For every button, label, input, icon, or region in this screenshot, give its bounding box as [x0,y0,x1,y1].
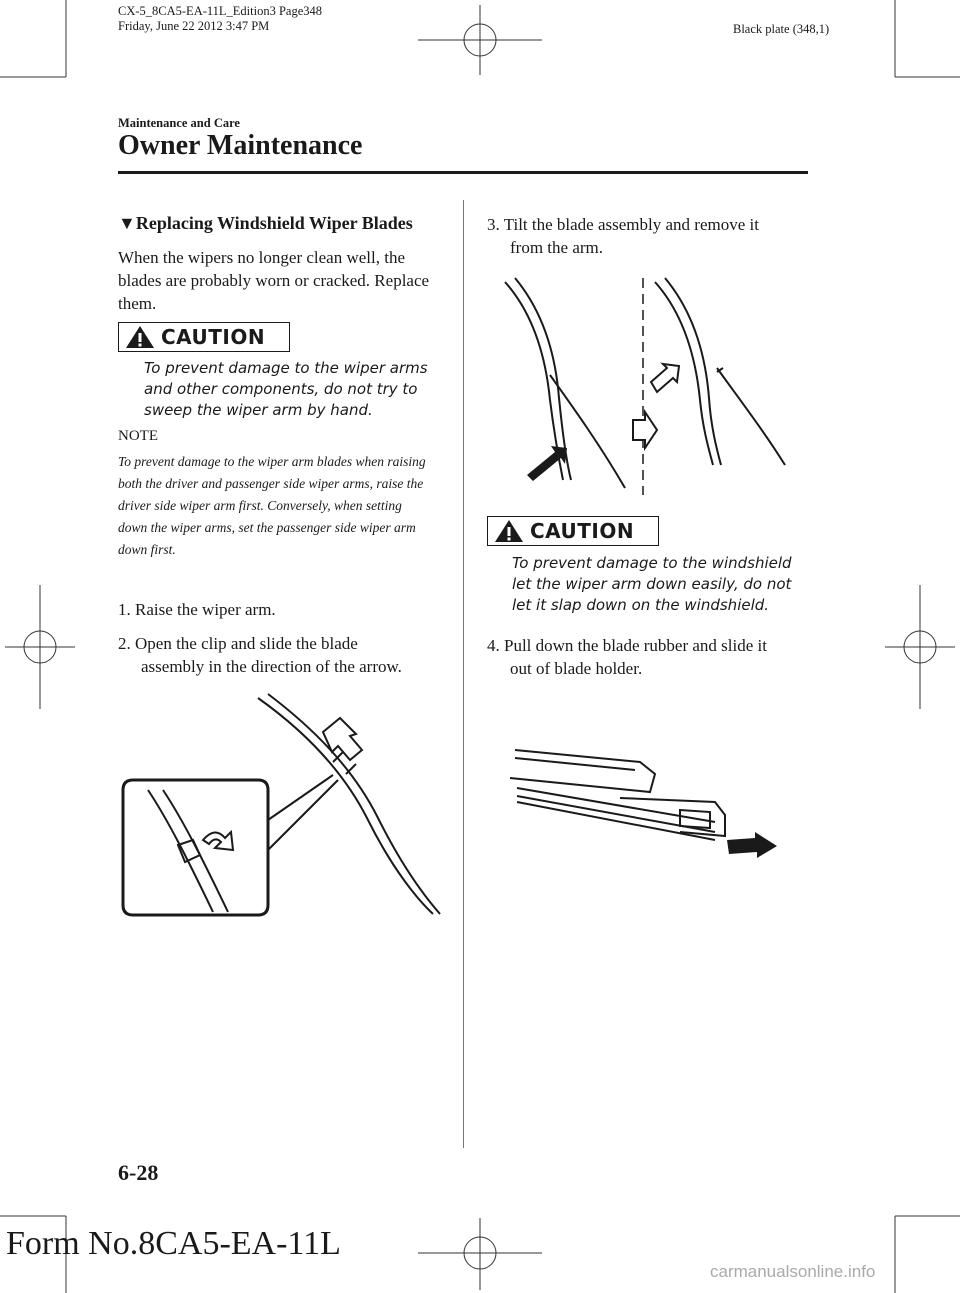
plate-label: Black plate (348,1) [733,22,830,36]
tilt-remove-illustration [495,270,805,500]
step-1: 1. Raise the wiper arm. [118,600,276,619]
step-2-line-2: assembly in the direction of the arrow. [141,657,402,676]
note-text: To prevent damage to the wiper arm blades when raising both the driver and passenger side wiper arms, raise the driver side wiper arm first. Conversely, when setting down the wiper arms, set the passenger side wiper arm down first. [118,454,426,557]
step-3-line-1: 3. Tilt the blade assembly and remove it [487,215,759,234]
print-header [118,4,322,34]
section-heading [118,213,413,234]
warning-triangle-icon [494,519,524,543]
caution-label-box-2 [487,516,659,546]
print-header-file: CX-5_8CA5-EA-11L_Edition3 Page348 [118,4,323,18]
heading-text: Replacing Windshield Wiper Blades [135,213,413,233]
heading-marker-icon: ▼ [118,213,136,233]
column-divider [463,200,464,1148]
watermark: carmanualsonline.info [710,1262,876,1281]
page-title: Owner Maintenance [118,130,363,161]
caution-label: CAUTION [161,325,266,349]
intro-paragraph: When the wipers no longer clean well, the blades are probably worn or cracked. Replace them. [118,248,430,313]
note-title: NOTE [118,428,158,444]
step-2-line-1: 2. Open the clip and slide the blade [118,634,358,653]
step-4-line-1: 4. Pull down the blade rubber and slide it [487,636,767,655]
section-category: Maintenance and Care [118,116,240,130]
step-4 [487,634,817,680]
page-number: 6-28 [118,1160,159,1185]
form-number: Form No.8CA5-EA-11L [6,1225,341,1262]
warning-triangle-icon [125,325,155,349]
step-3-line-2: from the arm. [510,238,603,257]
step-2 [118,632,448,678]
step-3 [487,213,817,259]
caution-label: CAUTION [530,519,635,543]
step-4-line-2: out of blade holder. [510,659,643,678]
caution-text: To prevent damage to the wiper arms and other components, do not try to sweep the wiper arm by hand. [144,359,428,419]
print-header-date: Friday, June 22 2012 3:47 PM [118,19,270,33]
caution-text-2: To prevent damage to the windshield let the wiper arm down easily, do not let it slap down on the windshield. [512,554,792,614]
clip-slide-illustration [118,690,448,920]
blade-rubber-illustration [505,740,795,870]
caution-label-box [118,322,290,352]
title-rule [118,171,808,174]
